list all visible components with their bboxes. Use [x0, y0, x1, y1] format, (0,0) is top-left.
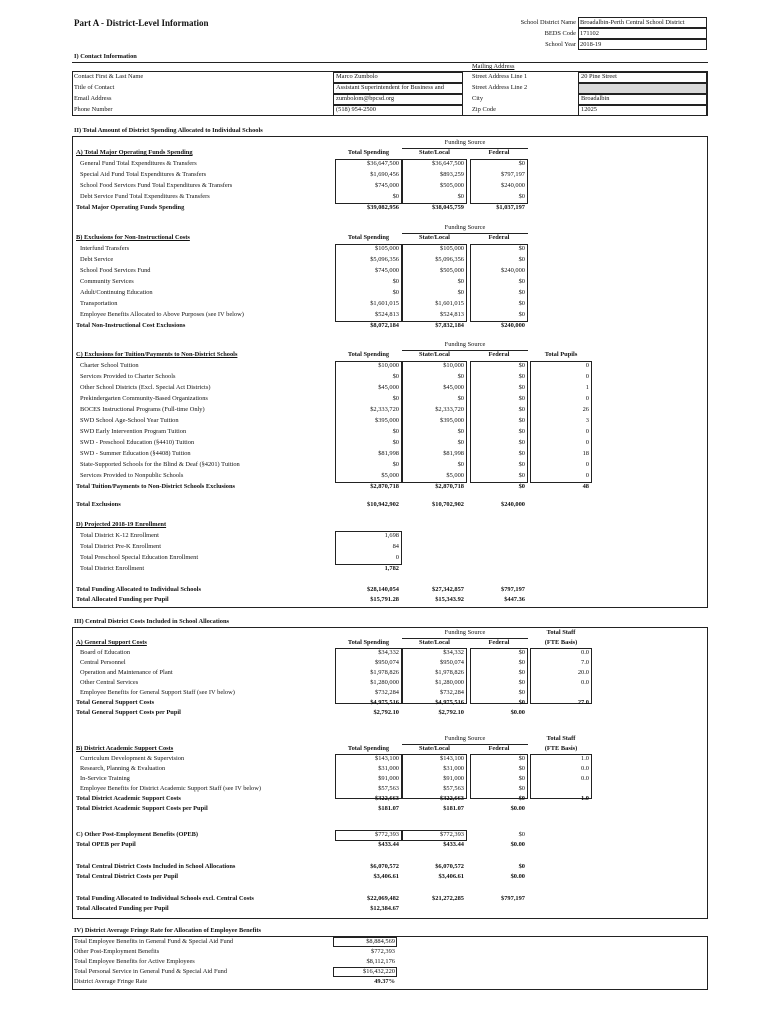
col-total-staff: Total Staff	[546, 735, 576, 742]
mailing-address-heading: Mailing Address	[472, 63, 515, 70]
col-fte-basis: (FTE Basis)	[544, 639, 578, 646]
enrollment-value: 1,698	[384, 532, 399, 539]
value-fed: $0	[518, 395, 525, 402]
value-total: $1,601,015	[370, 300, 399, 307]
value-total: $0	[392, 428, 399, 435]
value-state: $893,259	[440, 171, 464, 178]
fringe-value: $16,432,220	[363, 968, 395, 975]
value-fed: $0	[518, 362, 525, 369]
row-label: State-Supported Schools for the Blind & Deaf (§4201) Tuition	[80, 461, 240, 468]
mailing-label: City	[472, 95, 484, 102]
row-label: Total District Academic Support Costs	[76, 795, 181, 802]
value-fed: $0	[518, 755, 525, 762]
contact-value: zumbolom@bpcsd.org	[336, 95, 395, 102]
value-total: $0	[392, 439, 399, 446]
contact-value: Marco Zumbolo	[336, 73, 378, 80]
row-label: Debt Service	[80, 256, 114, 263]
col-state-local: State/Local	[419, 639, 450, 646]
value-fed: $240,000	[501, 182, 525, 189]
value-fed: $0	[518, 461, 525, 468]
section-3-heading: III) Central District Costs Included in School Allocations	[74, 618, 229, 625]
value-state: $0	[457, 395, 464, 402]
value-state: $505,000	[440, 267, 464, 274]
value-pupils: 0	[585, 461, 589, 468]
value-state: $0	[457, 289, 464, 296]
value-state: $2,792.10	[438, 709, 464, 716]
value-state: $36,647,500	[432, 160, 464, 167]
value-fed: $0	[518, 439, 525, 446]
value-total: $45,000	[378, 384, 399, 391]
subsection-d-title: D) Projected 2018-19 Enrollment	[76, 521, 167, 528]
value-state: $31,000	[443, 765, 464, 772]
funding-source-header: Funding Source	[444, 139, 486, 146]
section-4-heading: IV) District Average Fringe Rate for Allocation of Employee Benefits	[74, 927, 261, 934]
row-label: Special Aid Fund Total Expenditures & Transfers	[80, 171, 207, 178]
value-fed: $0	[518, 245, 525, 252]
row-label: Charter School Tuition	[80, 362, 139, 369]
col-total-spending: Total Spending	[347, 351, 390, 358]
fringe-value: $8,112,176	[366, 958, 395, 965]
value-fed: $0	[518, 785, 525, 792]
value-total: $105,000	[375, 245, 399, 252]
value-fed: $0.00	[510, 709, 525, 716]
col-federal: Federal	[488, 639, 510, 646]
row-label: Total Central District Costs Included in School Allocations	[76, 863, 236, 870]
value-total: $5,000	[381, 472, 399, 479]
value-state: $181.07	[443, 805, 464, 812]
value-state: $45,000	[443, 384, 464, 391]
row-label: School Food Services Fund Total Expenditures & Transfers	[80, 182, 233, 189]
value-pupils: 0	[585, 395, 589, 402]
value-fed: $0.00	[510, 873, 525, 880]
value-fed: $0	[518, 300, 525, 307]
value-pupils: 48	[582, 483, 589, 490]
value-state: $10,000	[443, 362, 464, 369]
fringe-label: Total Employee Benefits for Active Employees	[74, 958, 195, 965]
row-label: Total Central District Costs per Pupil	[76, 873, 179, 880]
row-label: Community Services	[80, 278, 134, 285]
value-state: $4,975,516	[435, 699, 464, 706]
value-total: $0	[392, 373, 399, 380]
value-state: $395,000	[440, 417, 464, 424]
value-fed: $0	[518, 289, 525, 296]
value-total: $0	[392, 461, 399, 468]
value-total: $745,000	[375, 182, 399, 189]
value-state: $38,045,759	[432, 204, 464, 211]
value-total: $5,096,356	[370, 256, 399, 263]
mailing-label: Street Address Line 2	[472, 84, 528, 91]
value-fed: $0	[518, 278, 525, 285]
value-total: $39,082,956	[367, 204, 399, 211]
row-label: Research, Planning & Evaluation	[80, 765, 166, 772]
value-state: $3,406.61	[438, 873, 464, 880]
row-label: SWD - Preschool Education (§4410) Tuition	[80, 439, 195, 446]
value-total: $1,690,456	[370, 171, 399, 178]
value-state: $0	[457, 439, 464, 446]
row-label: Employee Benefits for District Academic Support Staff (see IV below)	[80, 785, 261, 792]
row-label: Total General Support Costs	[76, 699, 155, 706]
value-total: $10,000	[378, 362, 399, 369]
value-total: $4,975,516	[370, 699, 399, 706]
row-label: Prekindergarten Community-Based Organizations	[80, 395, 208, 402]
value-total: $0	[392, 278, 399, 285]
mailing-value: 20 Pine Street	[581, 73, 617, 80]
row-label: SWD School Age-School Year Tuition	[80, 417, 179, 424]
value-state: $7,832,184	[435, 322, 464, 329]
value-total: $34,332	[378, 649, 399, 656]
value-fed: $0.00	[510, 841, 525, 848]
value-total: $91,000	[378, 775, 399, 782]
value-total: $0	[392, 395, 399, 402]
row-label: Total Exclusions	[76, 501, 121, 508]
value-state: $2,333,720	[435, 406, 464, 413]
value-total: $395,000	[375, 417, 399, 424]
value-total: $28,140,054	[367, 586, 399, 593]
value-pupils: 3	[585, 417, 589, 424]
value-state: $81,998	[443, 450, 464, 457]
fringe-value: $8,884,569	[366, 938, 395, 945]
contact-label: Title of Contact	[74, 84, 115, 91]
value-state: $15,343.92	[435, 596, 464, 603]
value-fed: $0	[518, 193, 525, 200]
value-fed: $0	[518, 483, 525, 490]
district-name-label: School District Name	[520, 19, 576, 26]
funding-source-header: Funding Source	[444, 629, 486, 636]
value-total: $8,072,184	[370, 322, 399, 329]
funding-source-header: Funding Source	[444, 735, 486, 742]
value-state: $524,813	[440, 311, 464, 318]
value-state: $5,096,356	[435, 256, 464, 263]
value-fte: 7.0	[581, 659, 589, 666]
row-label: Employee Benefits Allocated to Above Purposes (see IV below)	[80, 311, 244, 318]
mailing-field-box	[578, 83, 707, 94]
row-label: General Fund Total Expenditures & Transfers	[80, 160, 197, 167]
col-federal: Federal	[488, 351, 510, 358]
col-total-spending: Total Spending	[347, 234, 390, 241]
subsection-b-title: B) Exclusions for Non-Instructional Costs	[76, 234, 190, 241]
value-fed: $240,000	[501, 322, 525, 329]
value-fed: $0	[518, 765, 525, 772]
value-fed: $0	[518, 160, 525, 167]
enrollment-total-value: 1,782	[384, 565, 399, 572]
value-total: $322,663	[375, 795, 399, 802]
value-fte: 0.0	[581, 649, 589, 656]
value-state: $0	[457, 373, 464, 380]
value-fed: $797,197	[501, 171, 525, 178]
value-total: $433.44	[378, 841, 399, 848]
row-label: Total Allocated Funding per Pupil	[76, 596, 169, 603]
row-label: Board of Education	[80, 649, 131, 656]
value-total: $2,792.10	[373, 709, 399, 716]
row-label: Other Central Services	[80, 679, 139, 686]
row-label: Other School Districts (Excl. Special Act Districts)	[80, 384, 211, 391]
value-fed: $797,197	[501, 586, 525, 593]
row-label: Total Funding Allocated to Individual Schools excl. Central Costs	[76, 895, 254, 902]
mailing-value: Broadalbin	[581, 95, 610, 102]
fringe-value: $772,393	[371, 948, 395, 955]
value-fte: 27.0	[577, 699, 589, 706]
value-fed: $0	[518, 863, 525, 870]
col-state-local: State/Local	[419, 351, 450, 358]
value-state: $2,870,718	[435, 483, 464, 490]
value-pupils: 0	[585, 428, 589, 435]
school-year-label: School Year	[545, 41, 576, 48]
row-label: Services Provided to Charter Schools	[80, 373, 176, 380]
row-label: Total Funding Allocated to Individual Schools	[76, 586, 201, 593]
value-fed: $1,037,197	[496, 204, 525, 211]
value-total: $950,074	[375, 659, 399, 666]
value-state: $322,663	[440, 795, 464, 802]
value-state: $433.44	[443, 841, 464, 848]
value-pupils: 0	[585, 439, 589, 446]
row-label: Total Non-Instructional Cost Exclusions	[76, 322, 186, 329]
row-label: Total District Academic Support Costs per Pupil	[76, 805, 208, 812]
fringe-value: 49.37%	[374, 978, 395, 985]
fringe-label: Total Employee Benefits in General Fund & Special Aid Fund	[74, 938, 234, 945]
value-total: $745,000	[375, 267, 399, 274]
value-state: $0	[457, 461, 464, 468]
contact-heading: I) Contact Information	[74, 53, 137, 60]
row-label: Total OPEB per Pupil	[76, 841, 136, 848]
row-label: Curriculum Development & Supervision	[80, 755, 185, 762]
funding-source-header: Funding Source	[444, 224, 486, 231]
value-total: $36,647,500	[367, 160, 399, 167]
value-total: $2,870,718	[370, 483, 399, 490]
value-fed: $0	[518, 795, 525, 802]
section-2-heading: II) Total Amount of District Spending Allocated to Individual Schools	[74, 127, 263, 134]
col-state-local: State/Local	[419, 234, 450, 241]
value-state: $21,272,285	[432, 895, 464, 902]
value-fed: $0	[518, 311, 525, 318]
value-state: $57,563	[443, 785, 464, 792]
school-year-value: 2018-19	[580, 41, 602, 48]
value-fed: $0	[518, 428, 525, 435]
value-total: $10,942,902	[367, 501, 399, 508]
contact-label: Contact First & Last Name	[74, 73, 144, 80]
value-fed: $0	[518, 373, 525, 380]
value-pupils: 1	[585, 384, 589, 391]
row-label: Transportation	[80, 300, 118, 307]
value-total: $12,384.67	[370, 905, 399, 912]
value-pupils: 18	[582, 450, 589, 457]
row-label: Adult/Continuing Education	[80, 289, 153, 296]
value-fed: $0	[518, 406, 525, 413]
value-state: $950,074	[440, 659, 464, 666]
enrollment-label: Total Preschool Special Education Enrollment	[80, 554, 199, 561]
value-fed: $0	[518, 669, 525, 676]
value-state: $91,000	[443, 775, 464, 782]
enrollment-total-label: Total District Enrollment	[80, 565, 145, 572]
col-total-spending: Total Spending	[347, 149, 390, 156]
value-state: $5,000	[446, 472, 464, 479]
value-state: $27,342,857	[432, 586, 464, 593]
value-fed: $0	[518, 472, 525, 479]
value-total: $6,070,572	[370, 863, 399, 870]
value-fed: $0	[518, 256, 525, 263]
mailing-label: Zip Code	[472, 106, 496, 113]
col-state-local: State/Local	[419, 745, 450, 752]
value-fed: $797,197	[501, 895, 525, 902]
page-title: Part A - District-Level Information	[74, 18, 209, 28]
row-label: Interfund Transfers	[80, 245, 130, 252]
value-total: $22,069,482	[367, 895, 399, 902]
value-fed: $0	[518, 679, 525, 686]
value-fed: $240,000	[501, 501, 525, 508]
value-fte: 1.0	[581, 755, 589, 762]
value-fed: $0	[518, 417, 525, 424]
row-label: Total Major Operating Funds Spending	[76, 204, 185, 211]
mailing-label: Street Address Line 1	[472, 73, 528, 80]
col-fte-basis: (FTE Basis)	[544, 745, 578, 752]
value-fed: $0	[518, 699, 525, 706]
row-label: In-Service Training	[80, 775, 130, 782]
value-pupils: 0	[585, 472, 589, 479]
value-fte: 20.0	[577, 669, 589, 676]
col-total-pupils: Total Pupils	[544, 351, 578, 358]
opeb-fed: $0	[518, 831, 525, 838]
col-federal: Federal	[488, 234, 510, 241]
value-total: $1,978,826	[370, 669, 399, 676]
value-total: $732,284	[375, 689, 399, 696]
row-label: SWD Early Intervention Program Tuition	[80, 428, 187, 435]
value-fed: $447.36	[504, 596, 525, 603]
col-total-spending: Total Spending	[347, 745, 390, 752]
mailing-value: 12025	[581, 106, 597, 113]
value-fed: $0	[518, 649, 525, 656]
value-total: $31,000	[378, 765, 399, 772]
value-state: $10,702,902	[432, 501, 464, 508]
value-fte: 0.0	[581, 775, 589, 782]
row-label: SWD - Summer Education (§4408) Tuition	[80, 450, 191, 457]
contact-value: Assistant Superintendent for Business and	[336, 84, 444, 91]
row-label: Total Allocated Funding per Pupil	[76, 905, 169, 912]
value-fed: $0	[518, 659, 525, 666]
value-fed: $0	[518, 384, 525, 391]
value-total: $81,998	[378, 450, 399, 457]
fringe-label: Other Post-Employment Benefits	[74, 948, 160, 955]
contact-label: Phone Number	[74, 106, 113, 113]
value-total: $1,280,000	[370, 679, 399, 686]
row-label: Total Tuition/Payments to Non-District Schools Exclusions	[76, 483, 236, 490]
value-total: $181.07	[378, 805, 399, 812]
value-pupils: 26	[582, 406, 589, 413]
district-name-value: Broadalbin-Perth Central School District	[580, 19, 685, 26]
value-total: $3,406.61	[373, 873, 399, 880]
funding-source-header: Funding Source	[444, 341, 486, 348]
col-federal: Federal	[488, 745, 510, 752]
value-state: $1,978,826	[435, 669, 464, 676]
opeb-total: $772,393	[375, 831, 399, 838]
beds-value: 171102	[580, 30, 599, 37]
value-pupils: 0	[585, 373, 589, 380]
support-a-title: A) General Support Costs	[76, 639, 147, 646]
value-fed: $0.00	[510, 805, 525, 812]
col-total-spending: Total Spending	[347, 639, 390, 646]
row-label: BOCES Instructional Programs (Full-time Only)	[80, 406, 205, 413]
enrollment-value: 0	[395, 554, 399, 561]
row-label: Total General Support Costs per Pupil	[76, 709, 181, 716]
value-pupils: 0	[585, 362, 589, 369]
col-federal: Federal	[488, 149, 510, 156]
value-state: $105,000	[440, 245, 464, 252]
subsection-c-title: C) Exclusions for Tuition/Payments to Non-District Schools	[76, 351, 238, 358]
value-fed: $0	[518, 775, 525, 782]
value-state: $6,070,572	[435, 863, 464, 870]
row-label: School Food Services Fund	[80, 267, 151, 274]
contact-label: Email Address	[74, 95, 112, 102]
value-total: $524,813	[375, 311, 399, 318]
value-fed: $240,000	[501, 267, 525, 274]
row-label: Services Provided to Nonpublic Schools	[80, 472, 184, 479]
support-b-title: B) District Academic Support Costs	[76, 745, 174, 752]
value-state: $0	[457, 278, 464, 285]
opeb-title: C) Other Post-Employment Benefits (OPEB)	[76, 831, 198, 838]
value-state: $1,280,000	[435, 679, 464, 686]
beds-label: BEDS Code	[544, 30, 576, 37]
opeb-state: $772,393	[440, 831, 464, 838]
value-state: $1,601,015	[435, 300, 464, 307]
value-fte: 0.0	[581, 679, 589, 686]
value-fed: $0	[518, 450, 525, 457]
value-fte: 1.0	[581, 795, 589, 802]
row-label: Employee Benefits for General Support Staff (see IV below)	[80, 689, 235, 696]
value-state: $505,000	[440, 182, 464, 189]
value-state: $143,100	[440, 755, 464, 762]
contact-value: (518) 954-2500	[336, 106, 376, 113]
col-state-local: State/Local	[419, 149, 450, 156]
value-total: $0	[392, 193, 399, 200]
value-total: $15,791.28	[370, 596, 399, 603]
value-state: $34,332	[443, 649, 464, 656]
value-total: $57,563	[378, 785, 399, 792]
col-total-staff: Total Staff	[546, 629, 576, 636]
row-label: Central Personnel	[80, 659, 126, 666]
row-label: Operation and Maintenance of Plant	[80, 669, 173, 676]
value-state: $0	[457, 428, 464, 435]
value-total: $143,100	[375, 755, 399, 762]
enrollment-label: Total District K-12 Enrollment	[80, 532, 159, 539]
value-state: $732,284	[440, 689, 464, 696]
enrollment-label: Total District Pre-K Enrollment	[80, 543, 162, 550]
value-state: $0	[457, 193, 464, 200]
value-fte: 0.0	[581, 765, 589, 772]
value-fed: $0	[518, 689, 525, 696]
subsection-a-title: A) Total Major Operating Funds Spending	[76, 149, 193, 156]
fringe-label: Total Personal Service in General Fund & Special Aid Fund	[74, 968, 228, 975]
row-label: Debt Service Fund Total Expenditures & Transfers	[80, 193, 210, 200]
enrollment-value: 84	[392, 543, 399, 550]
fringe-label: District Average Fringe Rate	[74, 978, 148, 985]
value-total: $0	[392, 289, 399, 296]
value-total: $2,333,720	[370, 406, 399, 413]
